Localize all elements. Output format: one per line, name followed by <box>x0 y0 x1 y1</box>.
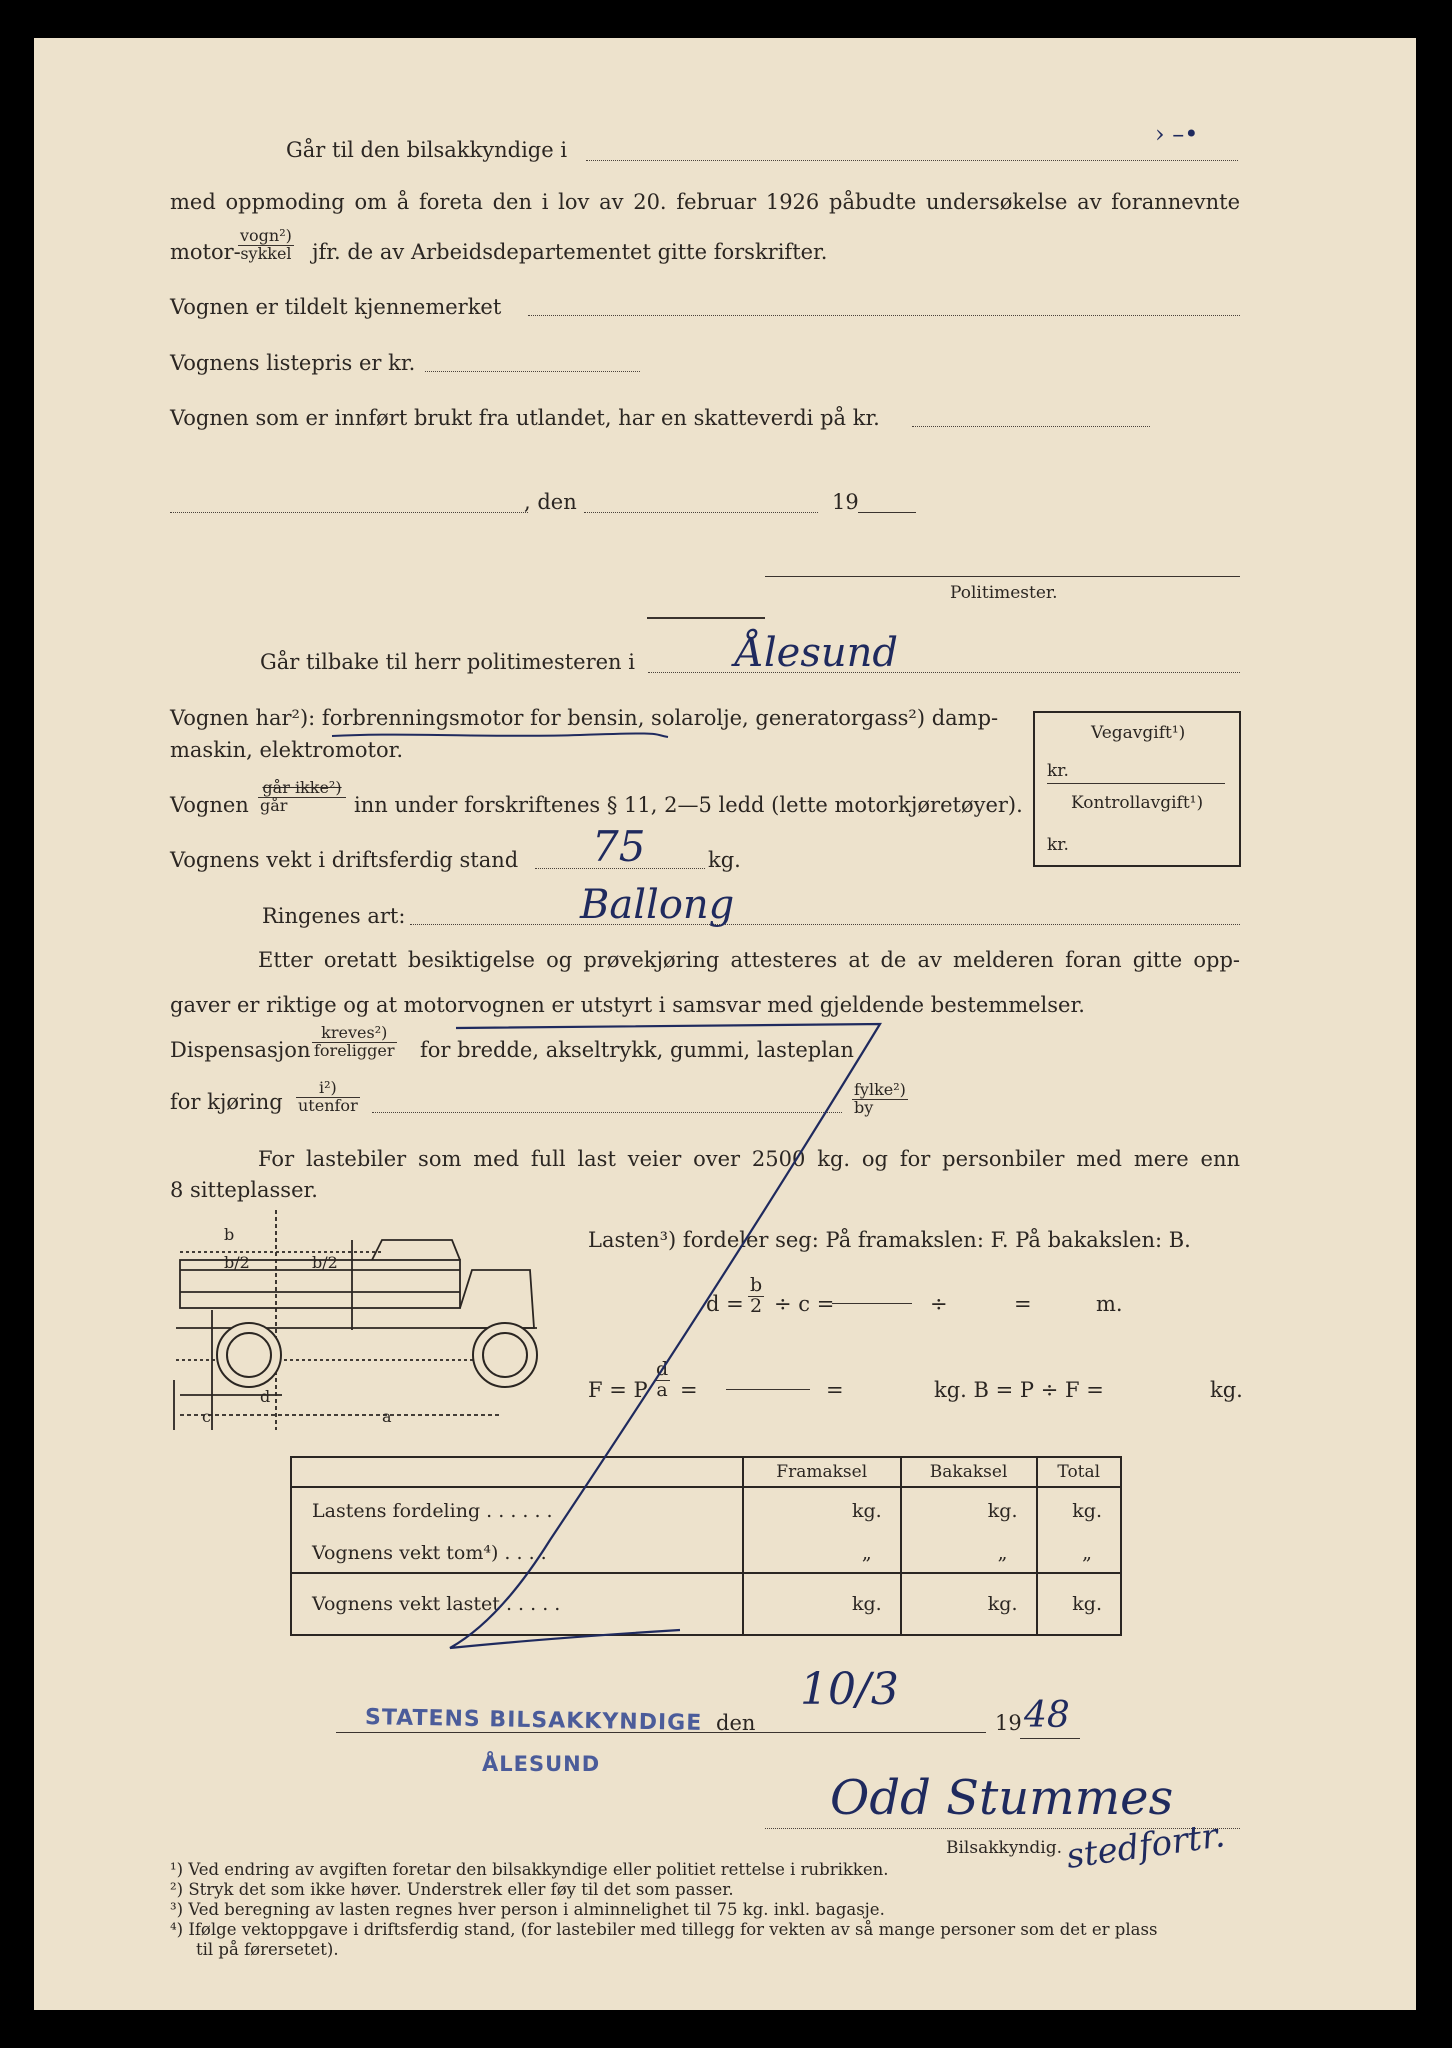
return-city-handwritten: Ålesund <box>735 630 899 676</box>
formula-div: ÷ <box>930 1292 948 1316</box>
formula-2: 2 <box>750 1294 763 1317</box>
header-framaksel: Framaksel <box>743 1457 901 1487</box>
year-handwritten: 48 <box>1024 1695 1070 1736</box>
drive-label: for kjøring <box>170 1090 283 1114</box>
cell-empty-front[interactable]: „ <box>743 1533 901 1573</box>
gaar-num: går ikke²) <box>258 780 346 798</box>
signature-den: den <box>716 1711 756 1735</box>
year-field[interactable] <box>858 512 916 513</box>
rings-field[interactable] <box>410 924 1240 925</box>
fylke-den: by <box>854 1097 874 1117</box>
footnote-4-cont-text: til på førersetet). <box>196 1940 339 1959</box>
date-handwritten: 10/3 <box>800 1664 899 1715</box>
import-field[interactable] <box>912 426 1150 427</box>
formula-d-right: ÷ c = <box>774 1292 835 1316</box>
cell-loaded-rear[interactable]: kg. <box>901 1573 1037 1635</box>
cancel-stroke <box>430 1020 890 1660</box>
formula-m: m. <box>1096 1292 1123 1316</box>
corner-mark: › –• <box>1155 120 1199 148</box>
formula-eq: = <box>1014 1292 1032 1316</box>
motor-frac-den: sykkel <box>240 243 292 263</box>
footnote-2-mark: ²) <box>170 1880 184 1899</box>
control-fee-label: Kontrollavgift¹) <box>1071 793 1204 813</box>
diagram-label-b-half-2: b/2 <box>312 1253 338 1272</box>
politimester-signature-line[interactable] <box>765 576 1240 577</box>
rules-line: inn under forskriftenes § 11, 2—5 ledd (lette motorkjøretøyer). <box>354 793 1023 817</box>
formula-eq3: = <box>826 1378 844 1402</box>
cell-empty-rear[interactable]: „ <box>901 1533 1037 1573</box>
formula-B: kg. B = P ÷ F = <box>934 1378 1104 1402</box>
row-label-loaded: Vognens vekt lastet . . . . . <box>291 1573 743 1635</box>
formula-eq2: = <box>680 1378 698 1402</box>
year-line <box>1020 1738 1080 1739</box>
attest-line-2: gaver er riktige og at motorvognen er utstyrt i samsvar med gjeldende bestemmelser. <box>170 993 1085 1017</box>
road-fee-kr: kr. <box>1047 761 1069 781</box>
gaar-fraction <box>258 780 346 815</box>
plate-label: Vognen er tildelt kjennemerket <box>170 295 502 319</box>
weight-value-handwritten: 75 <box>592 822 646 871</box>
formula-kg: kg. <box>1210 1378 1243 1402</box>
rings-value-handwritten: Ballong <box>580 882 735 928</box>
footnote-2 <box>170 1880 734 1899</box>
footnote-1-text: Ved endring av avgiften foretar den bilsakkyndige eller politiet rettelse i rubrikken. <box>188 1860 889 1879</box>
footnote-1-mark: ¹) <box>170 1860 184 1879</box>
cell-loaded-front[interactable]: kg. <box>743 1573 901 1635</box>
footnote-3-text: Ved beregning av lasten regnes hver person i alminnelighet til 75 kg. inkl. bagasje. <box>188 1900 885 1919</box>
footnote-1 <box>170 1860 889 1879</box>
politimester-label: Politimester. <box>950 583 1058 603</box>
footnote-4-mark: ⁴) <box>170 1920 184 1939</box>
road-fee-label: Vegavgift¹) <box>1091 723 1186 743</box>
motor-fraction <box>238 228 294 263</box>
drive-den: utenfor <box>298 1095 358 1115</box>
cell-load-rear[interactable]: kg. <box>901 1487 1037 1533</box>
distribution-line: Lasten³) fordeler seg: På framakslen: F. På bakakslen: B. <box>588 1228 1191 1252</box>
price-field[interactable] <box>425 371 640 372</box>
footnote-4 <box>170 1920 1157 1939</box>
weight-unit: kg. <box>708 848 741 872</box>
formula-d-left: d = <box>706 1292 744 1316</box>
import-label: Vognen som er innført brukt fra utlandet, har en skatteverdi på kr. <box>170 406 880 430</box>
motor-frac-num: vogn²) <box>240 226 292 245</box>
drive-fraction <box>296 1080 360 1115</box>
formula-F: F = P <box>588 1378 648 1402</box>
request-line: med oppmoding om å foreta den i lov av 20. februar 1926 påbudte undersøkelse av forannevnte <box>170 190 1240 214</box>
place-field[interactable] <box>170 512 528 513</box>
gaar-den: går <box>260 795 288 815</box>
load-line-1: For lastebiler som med full last veier over 2500 kg. og for personbiler med mere enn <box>258 1147 1240 1171</box>
year-label: 19 <box>832 490 859 514</box>
engine-line-2: maskin, elektromotor. <box>170 738 403 762</box>
diagram-label-b-half-1: b/2 <box>224 1253 250 1272</box>
footnote-3 <box>170 1900 885 1919</box>
load-line-2: 8 sitteplasser. <box>170 1178 318 1202</box>
fees-box <box>1033 711 1241 867</box>
date-field[interactable] <box>584 512 818 513</box>
header-total: Total <box>1037 1457 1121 1487</box>
footnote-4-text: Ifølge vektoppgave i driftsferdig stand, (for lastebiler med tillegg for vekten av så mange personer som det er plass <box>188 1920 1158 1939</box>
rings-label: Ringenes art: <box>262 904 406 928</box>
section-divider <box>647 617 765 619</box>
plate-field[interactable] <box>528 315 1240 316</box>
return-label: Går tilbake til herr politimesteren i <box>260 650 635 674</box>
stamp-line-1: STATENS BILSAKKYNDIGE <box>364 1705 703 1736</box>
footnote-4-cont <box>196 1940 339 1959</box>
diagram-label-d: d <box>260 1387 271 1406</box>
diagram-label-a: a <box>382 1407 392 1426</box>
goes-to-label: Går til den bilsakkyndige i <box>286 138 568 162</box>
bilsakkyndig-label: Bilsakkyndig. <box>946 1838 1062 1858</box>
disp-num: kreves²) <box>312 1025 397 1043</box>
den-label: , den <box>524 490 577 514</box>
road-fee-field[interactable] <box>1047 783 1225 784</box>
formula-b: b <box>750 1274 763 1296</box>
disp-suffix: for bredde, akseltrykk, gummi, lasteplan <box>420 1038 854 1062</box>
row-label-load: Lastens fordeling . . . . . . <box>291 1487 743 1533</box>
price-label: Vognens listepris er kr. <box>170 351 416 375</box>
signature-handwritten: Odd Stummes <box>830 1770 1174 1826</box>
diagram-label-b: b <box>224 1225 235 1244</box>
stamp-line-2: ÅLESUND <box>482 1752 601 1776</box>
footnote-2-text: Stryk det som ikke høver. Understrek eller føy til det som passer. <box>188 1880 734 1899</box>
header-bakaksel: Bakaksel <box>901 1457 1037 1487</box>
cell-loaded-total[interactable]: kg. <box>1037 1573 1121 1635</box>
vognen-label: Vognen <box>170 793 249 817</box>
motor-suffix: jfr. de av Arbeidsdepartementet gitte forskrifter. <box>312 240 828 264</box>
formula-fd: d <box>656 1358 669 1380</box>
cell-empty-total[interactable]: „ <box>1037 1533 1121 1573</box>
disp-label: Dispensasjon <box>170 1038 311 1062</box>
drive-num: i²) <box>296 1080 360 1098</box>
goes-to-field[interactable] <box>586 160 1238 161</box>
signature-year-prefix: 19 <box>995 1711 1022 1735</box>
fylke-num: fylke²) <box>854 1080 906 1099</box>
engine-line-1: Vognen har²): forbrenningsmotor for bensin, solarolje, generatorgass²) damp- <box>170 706 999 730</box>
control-fee-kr: kr. <box>1047 835 1069 855</box>
attest-line-1: Etter oretatt besiktigelse og prøvekjøring attesteres at de av melderen foran gitte opp- <box>258 948 1240 972</box>
stedfortr-handwritten: stedfortr. <box>1063 1815 1228 1877</box>
formula-fa: a <box>656 1378 668 1401</box>
cell-load-front[interactable]: kg. <box>743 1487 901 1533</box>
row-label-empty: Vognens vekt tom⁴) . . . . <box>291 1533 743 1573</box>
diagram-label-c: c <box>202 1407 211 1426</box>
disp-fraction <box>312 1025 397 1060</box>
motor-prefix: motor- <box>170 240 241 264</box>
footnote-3-mark: ³) <box>170 1900 184 1919</box>
cell-load-total[interactable]: kg. <box>1037 1487 1121 1533</box>
disp-den: foreligger <box>314 1040 395 1060</box>
weight-label: Vognens vekt i driftsferdig stand <box>170 848 519 872</box>
